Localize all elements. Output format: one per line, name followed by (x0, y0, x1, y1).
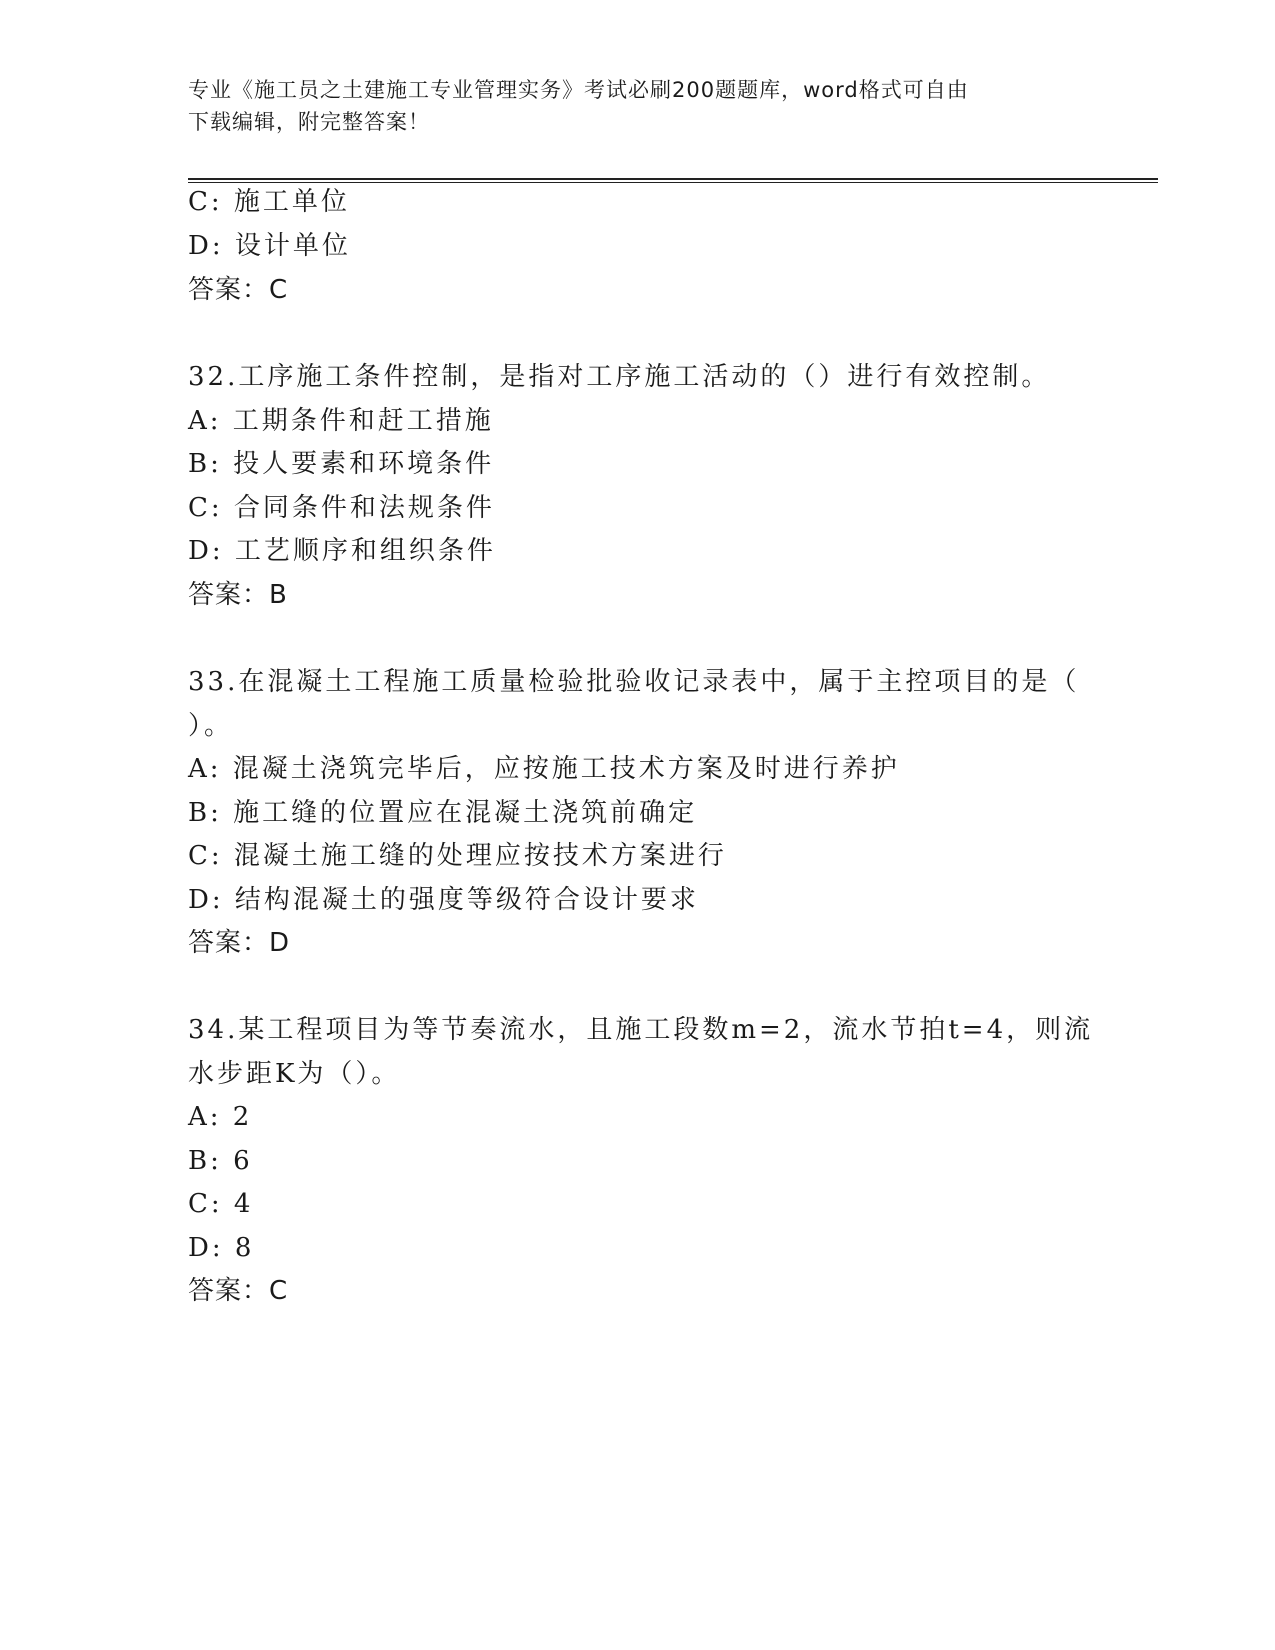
option-a: A: 工期条件和赶工措施 (188, 406, 494, 436)
question-32: 32.工序施工条件控制，是指对工序施工活动的（）进行有效控制。 (188, 362, 1051, 392)
option-b: B: 6 (188, 1146, 253, 1176)
answer: 答案：C (188, 275, 289, 305)
header-line-2: 下载编辑，附完整答案！ (188, 110, 430, 134)
option-d: D: 设计单位 (188, 231, 351, 261)
answer: 答案：B (188, 580, 288, 610)
option-c: C: 施工单位 (188, 187, 350, 217)
question-34: 34.某工程项目为等节奏流水，且施工段数m=2，流水节拍t=4，则流 (188, 1015, 1094, 1045)
option-d: D: 8 (188, 1233, 255, 1263)
question-33: 33.在混凝土工程施工质量检验批验收记录表中，属于主控项目的是（ (188, 667, 1080, 697)
header-line-1: 专业《施工员之土建施工专业管理实务》考试必刷200题题库，word格式可自由 (188, 78, 969, 102)
answer: 答案：D (188, 928, 291, 958)
header-divider (188, 178, 1158, 183)
answer: 答案：C (188, 1276, 289, 1306)
option-a: A: 混凝土浇筑完毕后，应按施工技术方案及时进行养护 (188, 754, 900, 784)
option-c: C: 合同条件和法规条件 (188, 493, 495, 523)
option-b: B: 施工缝的位置应在混凝土浇筑前确定 (188, 798, 698, 828)
option-d: D: 结构混凝土的强度等级符合设计要求 (188, 885, 699, 915)
option-b: B: 投人要素和环境条件 (188, 449, 495, 479)
question-33-cont: ）。 (188, 711, 234, 741)
question-34-cont: 水步距K为（）。 (188, 1059, 401, 1089)
document-header (188, 74, 1088, 138)
option-c: C: 混凝土施工缝的处理应按技术方案进行 (188, 841, 727, 871)
option-a: A: 2 (188, 1102, 253, 1132)
option-d: D: 工艺顺序和组织条件 (188, 536, 496, 566)
option-c: C: 4 (188, 1189, 254, 1219)
